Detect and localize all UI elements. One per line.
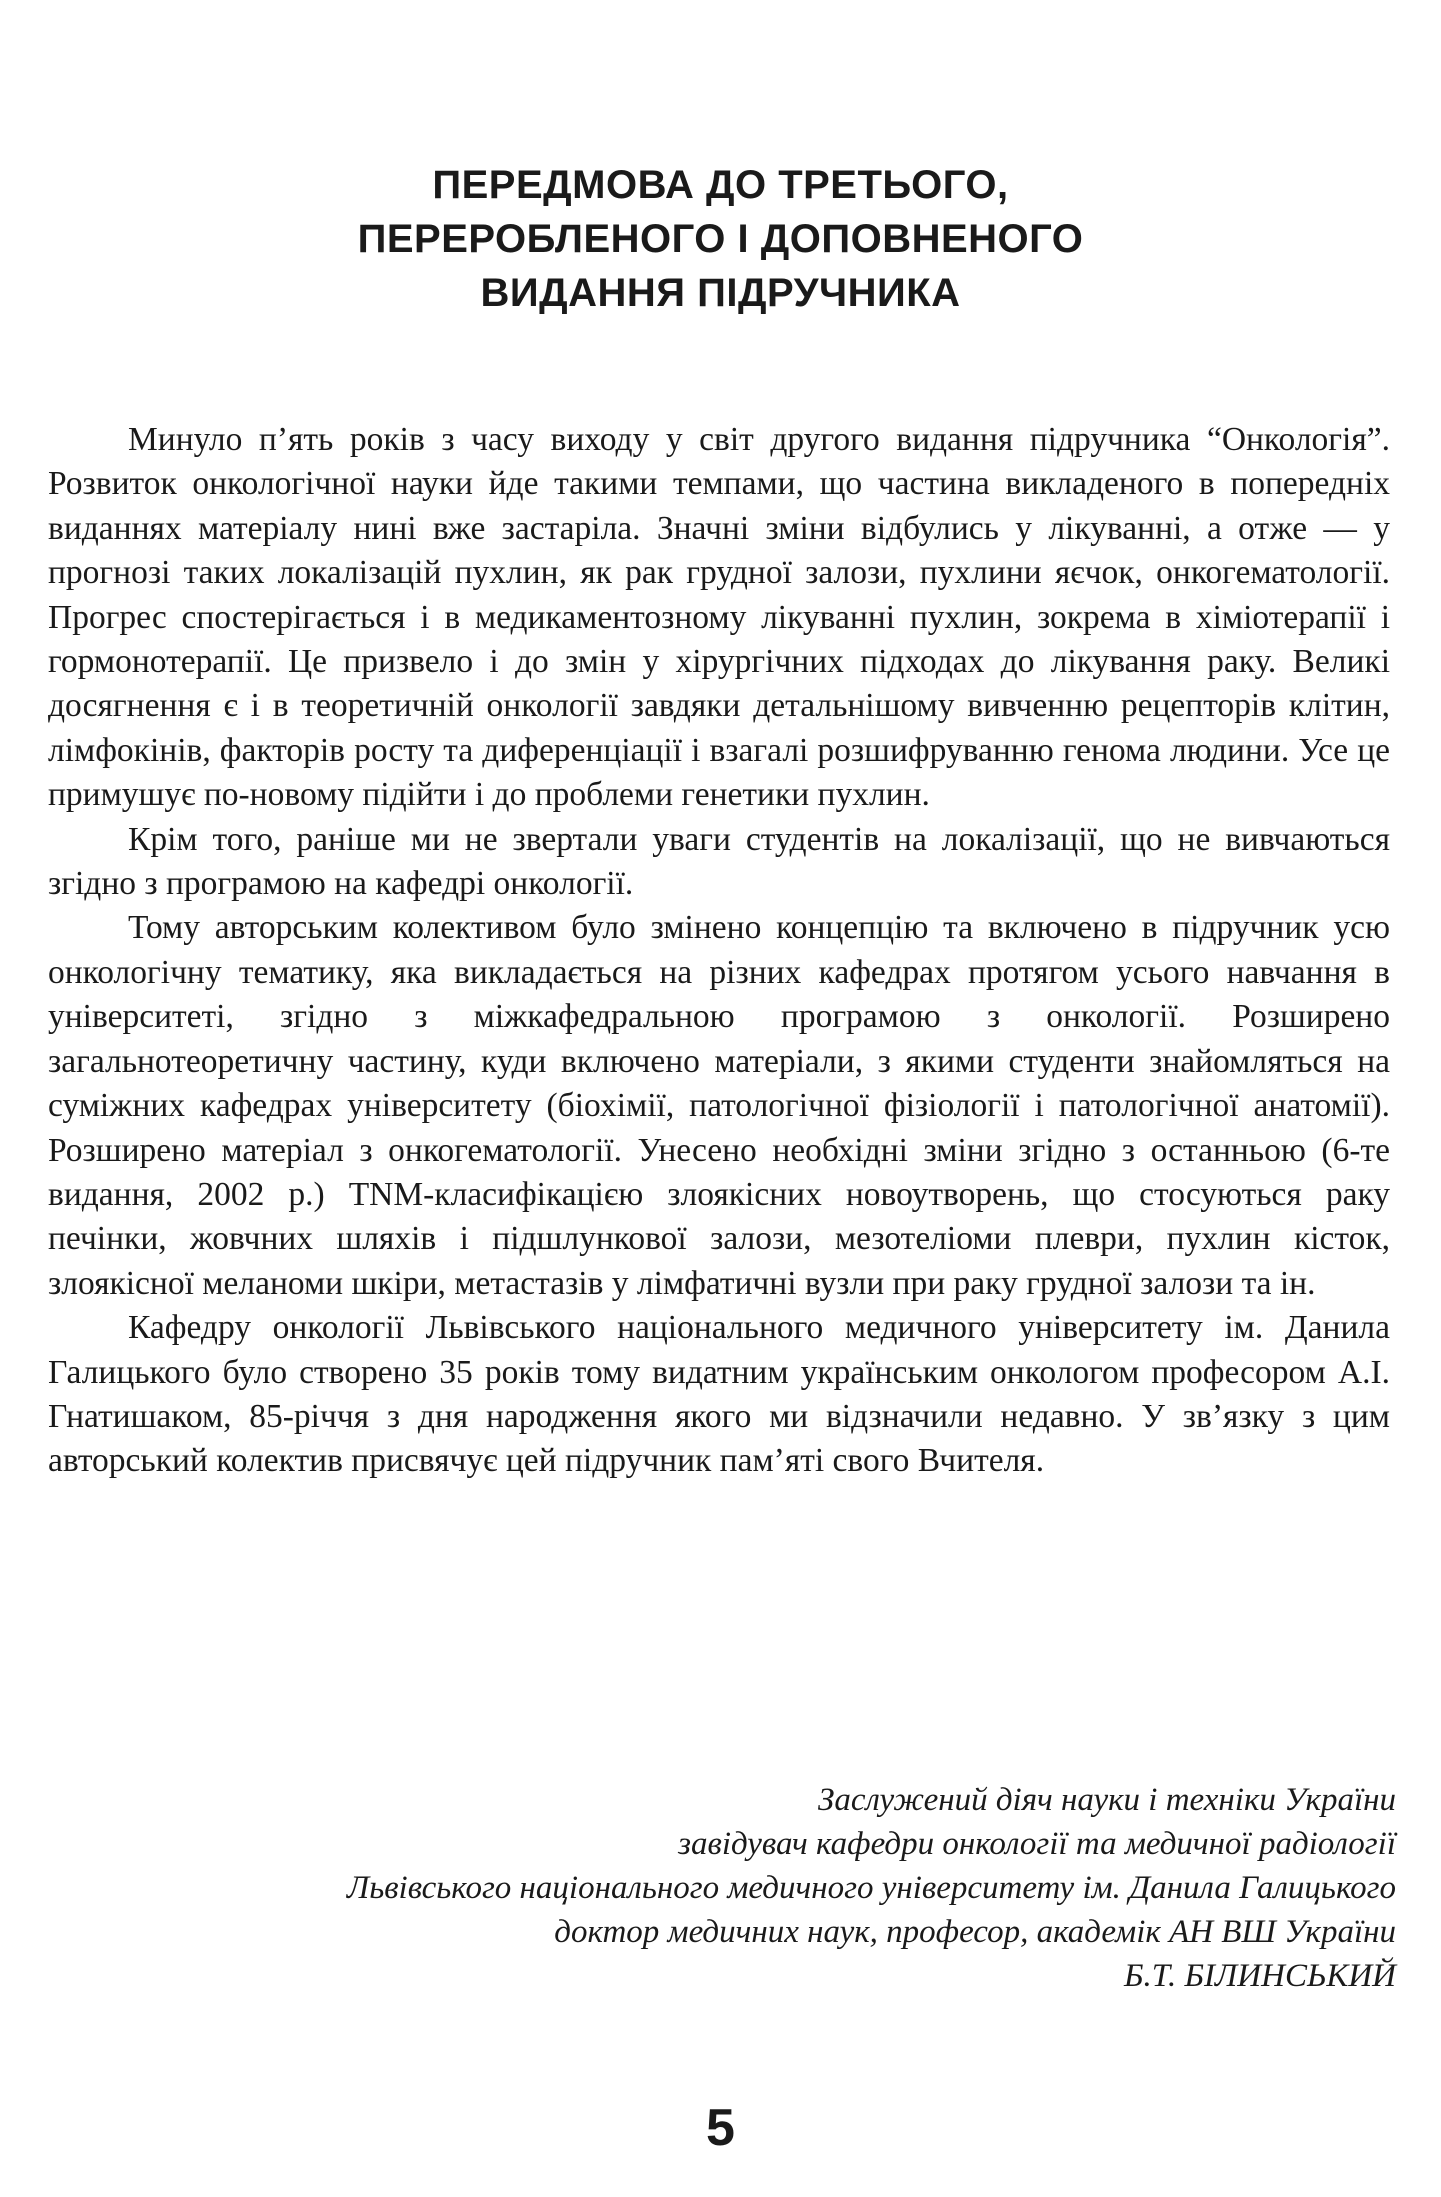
signature-title-1: Заслужений діяч науки і техніки України — [818, 1782, 1396, 1818]
signature-title-2: завідувач кафедри онкології та медичної радіології — [678, 1826, 1396, 1862]
heading-line-2: ПЕРЕРОБЛЕНОГО І ДОПОВНЕНОГО — [357, 217, 1084, 261]
preface-body — [48, 418, 1390, 1484]
signature-title-4: доктор медичних наук, професор, академік АН ВШ України — [554, 1914, 1396, 1950]
heading-line-1: ПЕРЕДМОВА ДО ТРЕТЬОГО, — [432, 163, 1009, 207]
signature-title-3: Львівського національного медичного університету ім. Данила Галицького — [346, 1870, 1396, 1906]
paragraph-1: Минуло п’ять років з часу виходу у світ другого видання підручника “Онкологія”. Розвиток онкологічної науки йде такими темпами, що частина викладеного в попередніх виданнях матеріалу нині вже застаріла. Значні зміни відбулись у лікуванні, а отже — у прогнозі таких локалізацій пухлин, як рак грудної залози, пухлини яєчок, онкогематології. Прогрес спостерігається і в медикаментозному лікуванні пухлин, зокрема в хіміотерапії і гормонотерапії. Це призвело і до змін у хірургічних підходах до лікування раку. Великі досягнення є і в теоретичній онкології завдяки детальнішому вивченню рецепторів клітин, лімфокінів, факторів росту та диференціації і взагалі розшифруванню генома людини. Усе це примушує по-новому підійти і до проблеми генетики пухлин. — [48, 421, 1390, 814]
paragraph-4: Кафедру онкології Львівського національного медичного університету ім. Данила Галицького було створено 35 років тому видатним українським онкологом професором А.І. Гнатишаком, 85-річчя з дня народження якого ми відзначили недавно. У зв’язку з цим авторський колектив присвячує цей підручник пам’яті свого Вчителя. — [48, 1309, 1390, 1480]
signature-author: Б.Т. БІЛИНСЬКИЙ — [1123, 1958, 1396, 1994]
paragraph-3: Тому авторським колективом було змінено концепцію та включено в підручник усю онкологічну тематику, яка викладається на різних кафедрах протягом усього навчання в університеті, згідно з міжкафедральною програмою з онкології. Розширено загальнотеоретичну частину, куди включено матеріали, з якими студенти знайомляться на суміжних кафедрах університету (біохімії, патологічної фізіології і патологічної анатомії). Розширено матеріал з онкогематології. Унесено необхідні зміни згідно з останньою (6-те видання, 2002 р.) TNM-класифікацією злоякісних новоутворень, що стосуються раку печінки, жовчних шляхів і підшлункової залози, мезотеліоми плеври, пухлин кісток, злоякісної меланоми шкіри, метастазів у лімфатичні вузли при раку грудної залози та ін. — [48, 909, 1390, 1302]
page-heading — [0, 158, 1441, 320]
paragraph-2: Крім того, раніше ми не звертали уваги студентів на локалізації, що не вивчаються згідно з програмою на кафедрі онкології. — [48, 820, 1390, 903]
page-number: 5 — [706, 2099, 735, 2157]
heading-line-3: ВИДАННЯ ПІДРУЧНИКА — [480, 271, 961, 315]
signature-block — [48, 1778, 1396, 1998]
